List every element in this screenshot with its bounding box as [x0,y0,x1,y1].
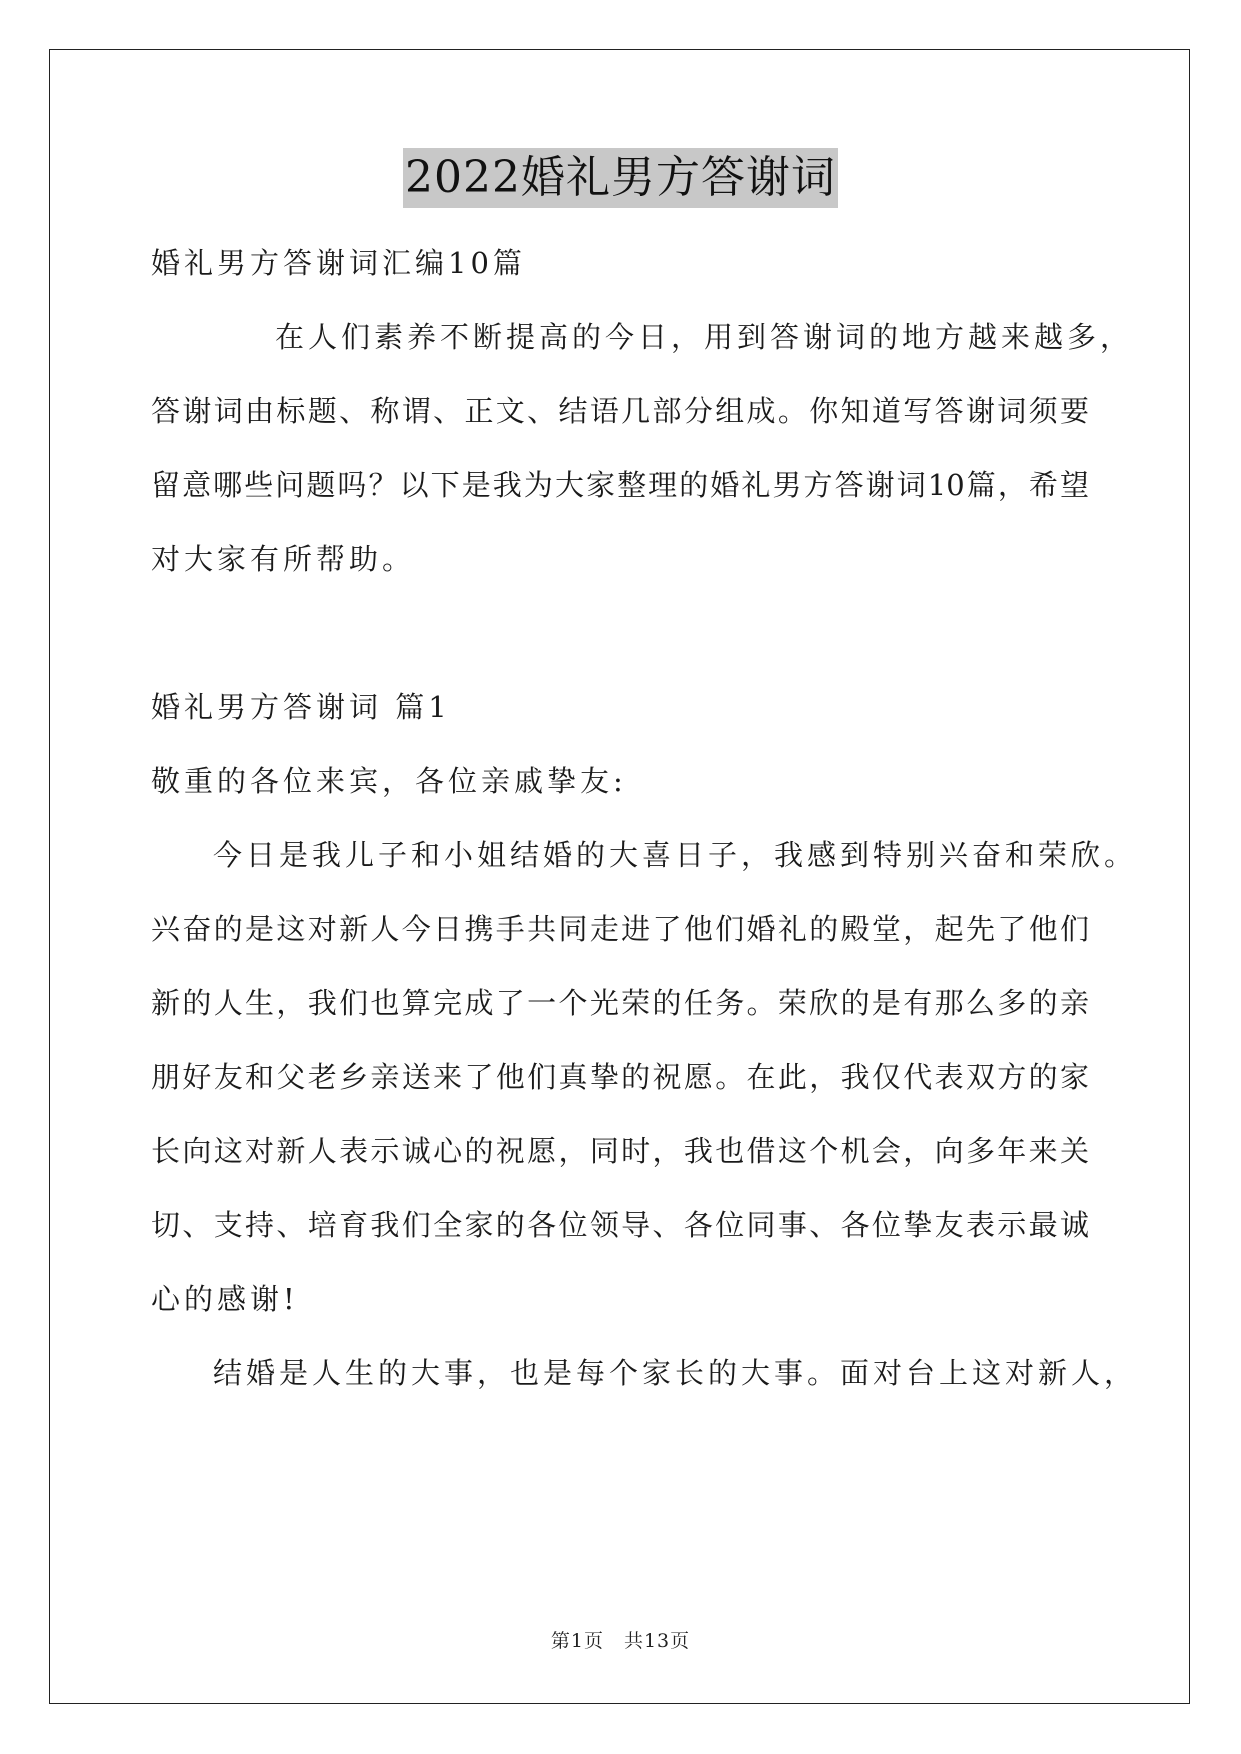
paragraph-line: 今日是我儿子和小姐结婚的大喜日子，我感到特别兴奋和荣欣。 [213,838,1138,872]
title-container [0,148,1241,208]
paragraph-line: 心的感谢! [151,1282,299,1316]
paragraph-line: 留意哪些问题吗？以下是我为大家整理的婚礼男方答谢词10篇，希望 [151,468,1089,502]
salutation-line: 敬重的各位来宾，各位亲戚挚友: [151,764,627,798]
paragraph-line: 结婚是人生的大事，也是每个家长的大事。面对台上这对新人， [213,1356,1138,1390]
paragraph-line: 新的人生，我们也算完成了一个光荣的任务。荣欣的是有那么多的亲 [151,986,1089,1020]
paragraph-line: 对大家有所帮助。 [151,542,416,576]
paragraph-gap [151,608,1089,682]
paragraph-line: 兴奋的是这对新人今日携手共同走进了他们婚礼的殿堂，起先了他们 [151,912,1089,946]
subtitle-line: 婚礼男方答谢词汇编10篇 [151,246,526,280]
paragraph-line: 答谢词由标题、称谓、正文、结语几部分组成。你知道写答谢词须要 [151,394,1089,428]
document-title: 2022婚礼男方答谢词 [403,148,838,208]
paragraph-line: 朋好友和父老乡亲送来了他们真挚的祝愿。在此，我仅代表双方的家 [151,1060,1089,1094]
paragraph-line: 切、支持、培育我们全家的各位领导、各位同事、各位挚友表示最诚 [151,1208,1089,1242]
document-body [151,238,1138,1422]
section-heading: 婚礼男方答谢词 篇1 [151,690,451,724]
paragraph-line: 在人们素养不断提高的今日，用到答谢词的地方越来越多， [275,320,1134,354]
page-footer: 第1页 共13页 [550,1630,691,1652]
paragraph-line: 长向这对新人表示诚心的祝愿，同时，我也借这个机会，向多年来关 [151,1134,1089,1168]
